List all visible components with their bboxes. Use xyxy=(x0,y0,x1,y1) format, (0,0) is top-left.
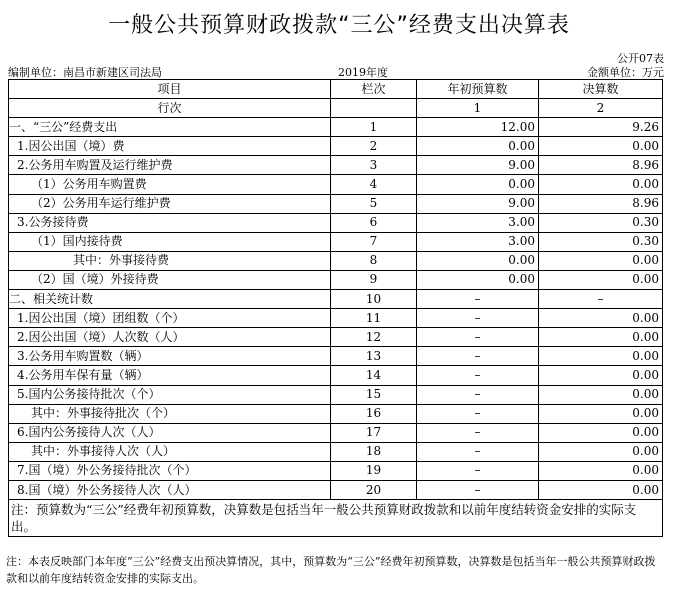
table-row xyxy=(9,442,663,461)
row-number: 16 xyxy=(331,404,417,423)
table-row xyxy=(9,137,663,156)
row-number: 17 xyxy=(331,423,417,442)
row-name: 8.国（境）外公务接待人次（人） xyxy=(9,480,331,499)
page-title: 一般公共预算财政拨款“三公”经费支出决算表 xyxy=(108,13,570,38)
budget-value: 0.00 xyxy=(417,175,539,194)
table-note: 注：预算数为“三公”经费年初预算数，决算数是包括当年一般公共预算财政拨款和以前年度结转资金安排的实际支出。 xyxy=(9,500,663,537)
final-value: 0.00 xyxy=(539,385,663,404)
table-row xyxy=(9,385,663,404)
table-row xyxy=(9,423,663,442)
row-name: （1）国内接待费 xyxy=(9,232,331,251)
table-row xyxy=(9,156,663,175)
table-row xyxy=(9,404,663,423)
row-name: 3.公务接待费 xyxy=(9,213,331,232)
final-value: 0.00 xyxy=(539,404,663,423)
index-final-col: 2 xyxy=(539,99,663,118)
row-name: 3.公务用车购置数（辆） xyxy=(9,347,331,366)
table-row xyxy=(9,290,663,309)
final-value: 0.00 xyxy=(539,480,663,499)
row-number: 7 xyxy=(331,232,417,251)
row-name: 2.公务用车购置及运行维护费 xyxy=(9,156,331,175)
row-number: 3 xyxy=(331,156,417,175)
final-value: 0.30 xyxy=(539,232,663,251)
final-value: – xyxy=(539,290,663,309)
table-row xyxy=(9,232,663,251)
row-name: 1.因公出国（境）团组数（个） xyxy=(9,309,331,328)
row-number: 8 xyxy=(331,251,417,270)
index-row xyxy=(9,99,663,118)
row-number: 6 xyxy=(331,213,417,232)
row-name: 1.因公出国（境）费 xyxy=(9,137,331,156)
table-row xyxy=(9,309,663,328)
row-name: 一、“三公”经费支出 xyxy=(9,118,331,137)
budget-value: – xyxy=(417,461,539,480)
table-row xyxy=(9,270,663,289)
row-name: 其中：外事接待批次（个） xyxy=(9,404,331,423)
row-number: 2 xyxy=(331,137,417,156)
row-number: 1 xyxy=(331,118,417,137)
row-name: 其中：外事接待人次（人） xyxy=(9,442,331,461)
row-number: 11 xyxy=(331,309,417,328)
money-unit: 金额单位：万元 xyxy=(587,66,664,79)
table-row xyxy=(9,328,663,347)
budget-value: – xyxy=(417,290,539,309)
budget-value: 0.00 xyxy=(417,270,539,289)
row-number: 20 xyxy=(331,480,417,499)
budget-value: 3.00 xyxy=(417,232,539,251)
header-item: 项目 xyxy=(9,80,331,99)
final-value: 0.00 xyxy=(539,461,663,480)
row-number: 19 xyxy=(331,461,417,480)
final-value: 0.00 xyxy=(539,347,663,366)
form-number: 公开07表 xyxy=(617,52,664,65)
final-value: 0.00 xyxy=(539,423,663,442)
row-name: 6.国内公务接待人次（人） xyxy=(9,423,331,442)
table-row xyxy=(9,461,663,480)
header-final: 决算数 xyxy=(539,80,663,99)
table-row xyxy=(9,251,663,270)
budget-value: – xyxy=(417,328,539,347)
table-note-row xyxy=(9,500,663,537)
row-number: 4 xyxy=(331,175,417,194)
final-value: 0.00 xyxy=(539,309,663,328)
final-value: 0.00 xyxy=(539,328,663,347)
row-name: （1）公务用车购置费 xyxy=(9,175,331,194)
row-number: 15 xyxy=(331,385,417,404)
row-name: 其中：外事接待费 xyxy=(9,251,331,270)
row-name: （2）国（境）外接待费 xyxy=(9,270,331,289)
final-value: 0.00 xyxy=(539,270,663,289)
footnote: 注：本表反映部门本年度“三公”经费支出预决算情况，其中，预算数为“三公”经费年初预算数，决算数是包括当年一般公共预算财政拨款和以前年度结转资金安排的实际支出。 xyxy=(6,555,656,585)
row-name: 5.国内公务接待批次（个） xyxy=(9,385,331,404)
index-label: 行次 xyxy=(9,99,331,118)
row-number: 5 xyxy=(331,194,417,213)
header-budget: 年初预算数 xyxy=(417,80,539,99)
index-blank xyxy=(331,99,417,118)
final-value: 0.00 xyxy=(539,366,663,385)
final-value: 0.00 xyxy=(539,175,663,194)
budget-value: – xyxy=(417,347,539,366)
row-number: 10 xyxy=(331,290,417,309)
row-number: 13 xyxy=(331,347,417,366)
table-row xyxy=(9,175,663,194)
row-number: 18 xyxy=(331,442,417,461)
final-value: 8.96 xyxy=(539,194,663,213)
row-number: 9 xyxy=(331,270,417,289)
table-row xyxy=(9,118,663,137)
final-value: 0.00 xyxy=(539,442,663,461)
final-value: 0.00 xyxy=(539,251,663,270)
final-value: 9.26 xyxy=(539,118,663,137)
table-row xyxy=(9,213,663,232)
row-name: 2.因公出国（境）人次数（人） xyxy=(9,328,331,347)
budget-value: – xyxy=(417,309,539,328)
budget-value: 9.00 xyxy=(417,156,539,175)
index-budget-col: 1 xyxy=(417,99,539,118)
budget-value: – xyxy=(417,423,539,442)
budget-value: 12.00 xyxy=(417,118,539,137)
budget-value: 0.00 xyxy=(417,137,539,156)
budget-value: – xyxy=(417,385,539,404)
row-name: 7.国（境）外公务接待批次（个） xyxy=(9,461,331,480)
header-row-no: 栏次 xyxy=(331,80,417,99)
budget-value: 0.00 xyxy=(417,251,539,270)
final-value: 8.96 xyxy=(539,156,663,175)
budget-value: – xyxy=(417,480,539,499)
reporting-unit: 编制单位：南昌市新建区司法局 xyxy=(8,66,162,79)
header-row xyxy=(9,80,663,99)
expenditure-table xyxy=(8,79,663,537)
row-number: 14 xyxy=(331,366,417,385)
table-row xyxy=(9,194,663,213)
budget-value: – xyxy=(417,366,539,385)
row-name: 二、相关统计数 xyxy=(9,290,331,309)
row-number: 12 xyxy=(331,328,417,347)
row-name: （2）公务用车运行维护费 xyxy=(9,194,331,213)
budget-value: 3.00 xyxy=(417,213,539,232)
budget-value: 9.00 xyxy=(417,194,539,213)
final-value: 0.00 xyxy=(539,137,663,156)
fiscal-year: 2019年度 xyxy=(338,66,388,79)
row-name: 4.公务用车保有量（辆） xyxy=(9,366,331,385)
budget-value: – xyxy=(417,404,539,423)
table-row xyxy=(9,480,663,499)
table-row xyxy=(9,347,663,366)
table-row xyxy=(9,366,663,385)
budget-value: – xyxy=(417,442,539,461)
final-value: 0.30 xyxy=(539,213,663,232)
